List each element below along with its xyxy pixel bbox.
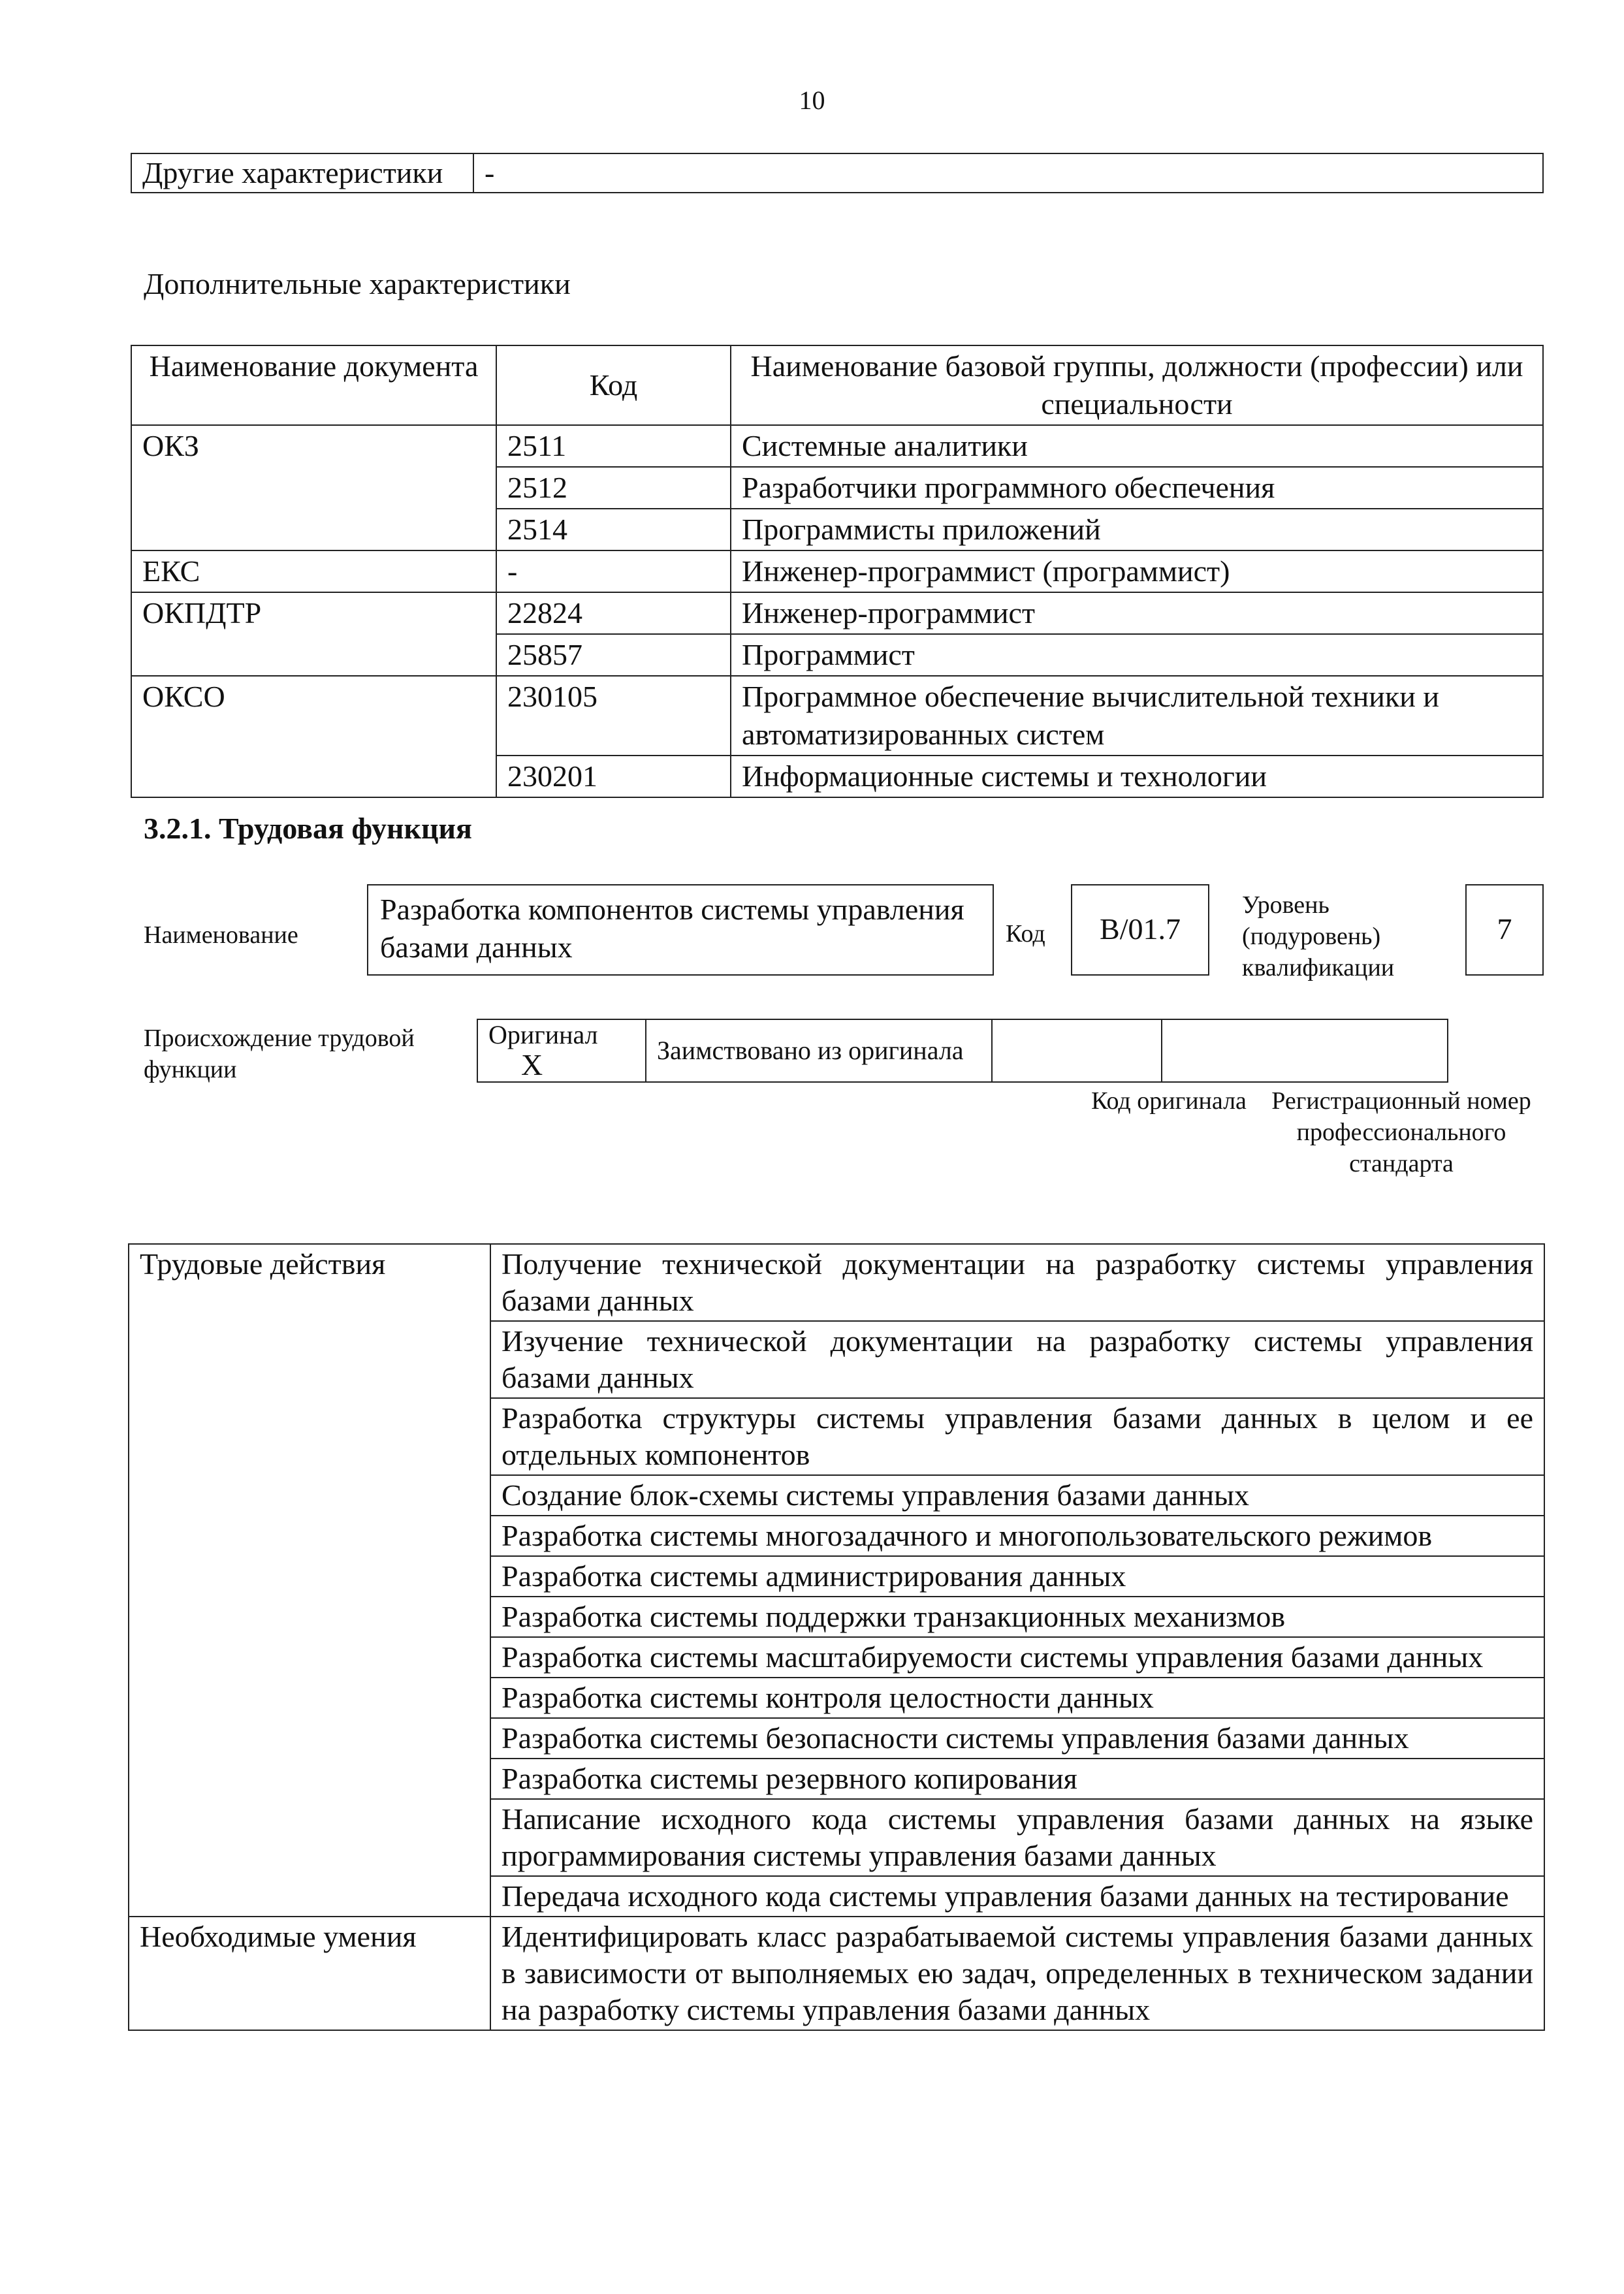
labor-action-item: Разработка структуры системы управления базами данных в целом и ее отдельных компонентов <box>490 1398 1544 1475</box>
additional-characteristics-table <box>131 345 1544 798</box>
registration-number-caption: Регистрационный номер профессионального стандарта <box>1271 1087 1531 1177</box>
labor-action-item: Разработка системы поддержки транзакционных механизмов <box>490 1597 1544 1637</box>
origin-original-label: Оригинал <box>488 1020 598 1049</box>
code-label: Код <box>1006 920 1045 948</box>
qualification-level-value: 7 <box>1465 884 1544 976</box>
table-row <box>129 1917 1544 2030</box>
labor-action-item: Написание исходного кода системы управления базами данных на языке программирования системы управления базами данных <box>490 1799 1544 1876</box>
code-cell: 2514 <box>496 509 731 550</box>
other-characteristics-table <box>131 153 1544 193</box>
code-cell: 230201 <box>496 756 731 797</box>
table-row <box>131 550 1543 592</box>
name-cell: Программист <box>731 634 1543 676</box>
function-code-value: B/01.7 <box>1071 884 1209 976</box>
original-code-caption: Код оригинала <box>1091 1087 1247 1115</box>
code-cell: 22824 <box>496 592 731 634</box>
labor-action-item: Разработка системы резервного копирования <box>490 1759 1544 1799</box>
name-label: Наименование <box>144 921 298 949</box>
other-characteristics-value: - <box>473 153 1543 193</box>
table-row <box>131 676 1543 756</box>
qualification-level-label: Уровень (подуровень) квалификации <box>1242 891 1395 981</box>
labor-action-item: Разработка системы контроля целостности данных <box>490 1678 1544 1718</box>
origin-label: Происхождение трудовой функции <box>144 1025 415 1083</box>
doc-cell: ОКПДТР <box>131 592 496 676</box>
table-row <box>131 592 1543 634</box>
origin-original-cell <box>477 1019 646 1082</box>
labor-action-item: Создание блок-схемы системы управления базами данных <box>490 1475 1544 1516</box>
name-cell: Инженер-программист (программист) <box>731 550 1543 592</box>
header-group: Наименование базовой группы, должности (профессии) или специальности <box>731 345 1543 425</box>
labor-action-item: Разработка системы безопасности системы управления базами данных <box>490 1718 1544 1759</box>
table-header-row <box>131 345 1543 425</box>
header-code: Код <box>496 345 731 425</box>
origin-borrowed-label: Заимствовано из оригинала <box>646 1019 992 1082</box>
original-code-cell <box>992 1019 1162 1082</box>
additional-characteristics-title: Дополнительные характеристики <box>144 267 571 300</box>
origin-mark: X <box>521 1048 543 1081</box>
doc-cell: ЕКС <box>131 550 496 592</box>
function-name-value: Разработка компонентов системы управления базами данных <box>367 884 994 976</box>
registration-number-cell <box>1162 1019 1448 1082</box>
code-cell: 2511 <box>496 425 731 467</box>
name-cell: Разработчики программного обеспечения <box>731 467 1543 509</box>
code-cell: 230105 <box>496 676 731 756</box>
table-row <box>129 1244 1544 1321</box>
table-row <box>131 425 1543 467</box>
labor-action-item: Разработка системы многозадачного и многопользовательского режимов <box>490 1516 1544 1556</box>
required-skills-label: Необходимые умения <box>129 1917 490 2030</box>
labor-action-item: Разработка системы масштабируемости системы управления базами данных <box>490 1637 1544 1678</box>
name-cell: Информационные системы и технологии <box>731 756 1543 797</box>
code-cell: - <box>496 550 731 592</box>
labor-action-item: Передача исходного кода системы управления базами данных на тестирование <box>490 1876 1544 1917</box>
header-doc: Наименование документа <box>131 345 496 425</box>
name-cell: Программное обеспечение вычислительной техники и автоматизированных систем <box>731 676 1543 756</box>
labor-action-item: Изучение технической документации на разработку системы управления базами данных <box>490 1321 1544 1398</box>
labor-actions-table <box>128 1243 1545 2031</box>
labor-actions-label: Трудовые действия <box>129 1244 490 1917</box>
doc-cell: ОКЗ <box>131 425 496 550</box>
doc-cell: ОКСО <box>131 676 496 797</box>
code-cell: 2512 <box>496 467 731 509</box>
code-cell: 25857 <box>496 634 731 676</box>
origin-table <box>477 1019 1448 1083</box>
section-title: 3.2.1. Трудовая функция <box>144 812 472 845</box>
labor-action-item: Разработка системы администрирования данных <box>490 1556 1544 1597</box>
name-cell: Инженер-программист <box>731 592 1543 634</box>
name-cell: Системные аналитики <box>731 425 1543 467</box>
other-characteristics-label: Другие характеристики <box>131 153 473 193</box>
labor-action-item: Получение технической документации на разработку системы управления базами данных <box>490 1244 1544 1321</box>
skill-item: Идентифицировать класс разрабатываемой системы управления базами данных в зависимости от выполняемых ею задач, определенных в техническом задании на разработку системы управления базами данных <box>490 1917 1544 2030</box>
name-cell: Программисты приложений <box>731 509 1543 550</box>
page-number: 10 <box>799 86 825 115</box>
